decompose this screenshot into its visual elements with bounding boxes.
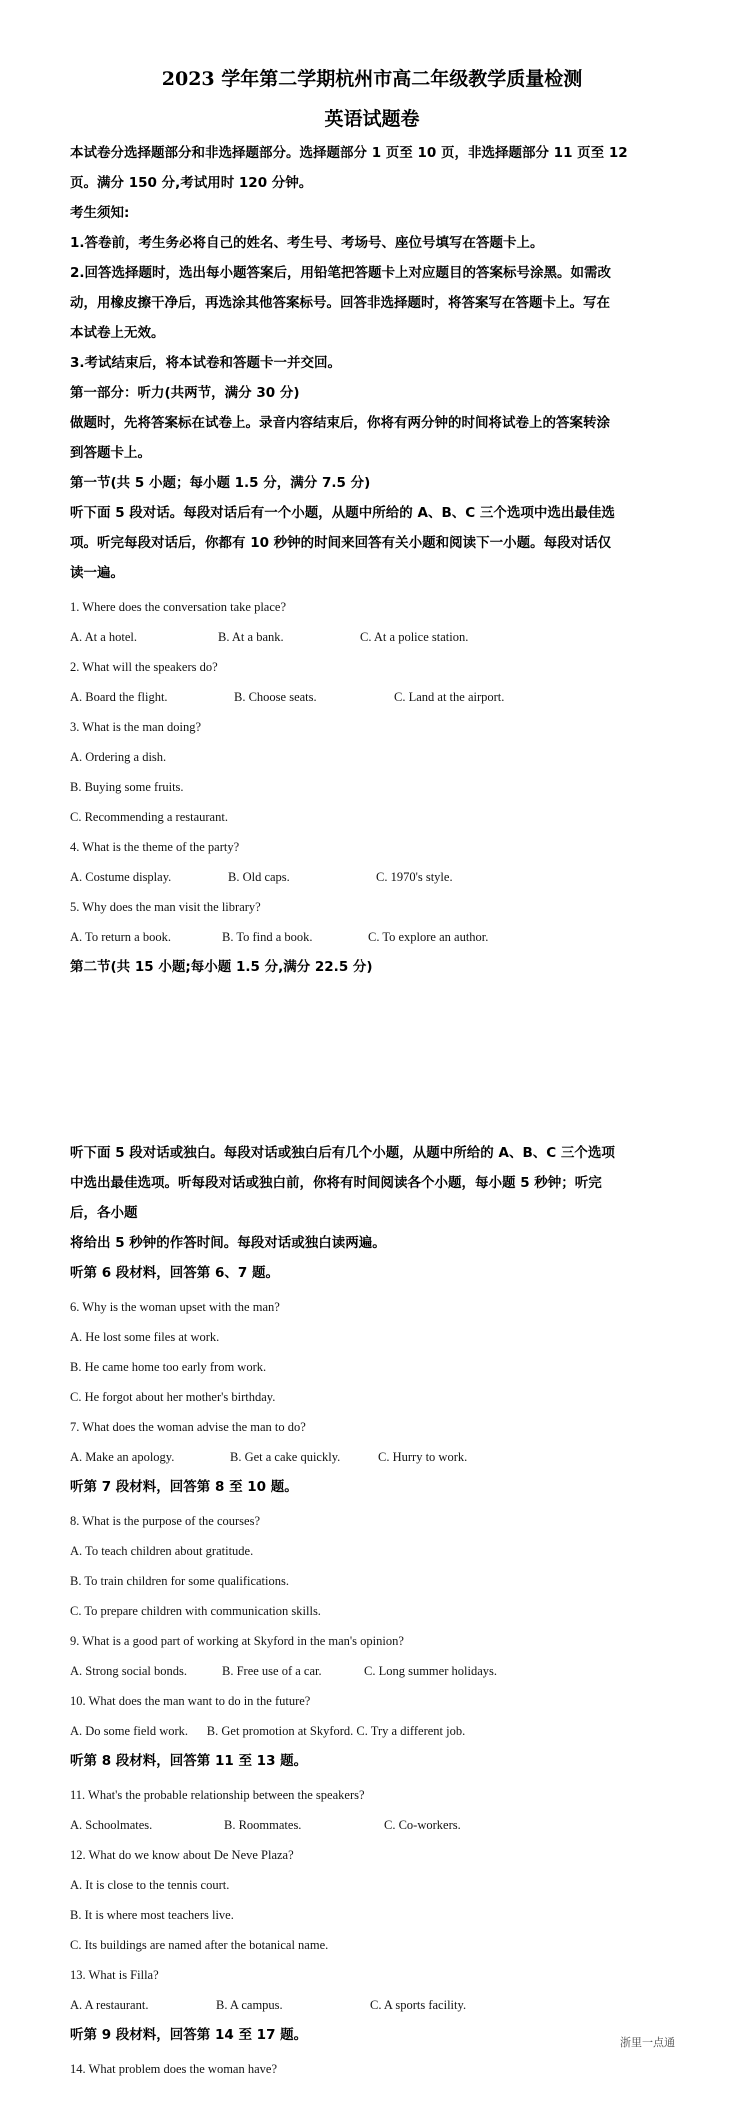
question-7: 7. What does the woman advise the man to do?	[70, 1420, 306, 1434]
section2-instr: 将给出 5 秒钟的作答时间。每段对话或独白读两遍。	[70, 1235, 386, 1251]
question-10: 10. What does the man want to do in the future?	[70, 1694, 311, 1708]
q4-option-b: B. Old caps.	[228, 870, 290, 884]
q11-option-b: B. Roommates.	[224, 1818, 302, 1832]
intro-line: 1.答卷前，考生务必将自己的姓名、考生号、考场号、座位号填写在答题卡上。	[70, 235, 544, 251]
question-2: 2. What will the speakers do?	[70, 660, 218, 674]
q4-option-c: C. 1970's style.	[376, 870, 453, 884]
intro-line: 到答题卡上。	[70, 445, 151, 461]
q6-option-c: C. He forgot about her mother's birthday.	[70, 1390, 276, 1404]
intro-line: 动，用橡皮擦干净后，再选涂其他答案标号。回答非选择题时，将答案写在答题卡上。写在	[70, 295, 610, 311]
material-9-heading: 听第 9 段材料，回答第 14 至 17 题。	[70, 2027, 308, 2043]
intro-line: 3.考试结束后，将本试卷和答题卡一并交回。	[70, 355, 342, 371]
q12-option-a: A. It is close to the tennis court.	[70, 1878, 230, 1892]
q7-option-c: C. Hurry to work.	[378, 1450, 468, 1464]
q1-option-b: B. At a bank.	[218, 630, 284, 644]
section1-instr: 听下面 5 段对话。每段对话后有一个小题，从题中所给的 A、B、C 三个选项中选出最佳选	[70, 505, 615, 521]
section2-instr: 后，各小题	[70, 1205, 138, 1221]
question-8: 8. What is the purpose of the courses?	[70, 1514, 260, 1528]
question-9: 9. What is a good part of working at Skyford in the man's opinion?	[70, 1634, 404, 1648]
q12-option-b: B. It is where most teachers live.	[70, 1908, 234, 1922]
q6-option-b: B. He came home too early from work.	[70, 1360, 267, 1374]
q8-option-c: C. To prepare children with communication skills.	[70, 1604, 321, 1618]
q13-option-b: B. A campus.	[216, 1998, 283, 2012]
q3-option-b: B. Buying some fruits.	[70, 780, 184, 794]
section2-instr: 中选出最佳选项。听每段对话或独白前，你将有时间阅读各个小题，每小题 5 秒钟；听完	[70, 1175, 602, 1191]
q8-option-a: A. To teach children about gratitude.	[70, 1544, 254, 1558]
intro-line: 做题时，先将答案标在试卷上。录音内容结束后，你将有两分钟的时间将试卷上的答案转涂	[70, 415, 610, 431]
intro-line: 考生须知:	[70, 205, 130, 221]
question-1: 1. Where does the conversation take place?	[70, 600, 286, 614]
question-6: 6. Why is the woman upset with the man?	[70, 1300, 280, 1314]
q3-option-a: A. Ordering a dish.	[70, 750, 167, 764]
section1-heading: 第一节(共 5 小题；每小题 1.5 分，满分 7.5 分)	[70, 475, 371, 491]
material-8-heading: 听第 8 段材料，回答第 11 至 13 题。	[70, 1753, 308, 1769]
q5-option-c: C. To explore an author.	[368, 930, 489, 944]
intro-line: 本试卷上无效。	[70, 325, 165, 341]
section2-instr: 听下面 5 段对话或独白。每段对话或独白后有几个小题，从题中所给的 A、B、C 三个选项	[70, 1145, 615, 1161]
q12-option-c: C. Its buildings are named after the botanical name.	[70, 1938, 329, 1952]
q3-option-c: C. Recommending a restaurant.	[70, 810, 228, 824]
question-11: 11. What's the probable relationship between the speakers?	[70, 1788, 365, 1802]
q8-option-b: B. To train children for some qualifications.	[70, 1574, 289, 1588]
intro-line: 本试卷分选择题部分和非选择题部分。选择题部分 1 页至 10 页，非选择题部分 11 页至 12	[70, 145, 628, 161]
q11-option-c: C. Co-workers.	[384, 1818, 461, 1832]
part1-heading: 第一部分：听力(共两节，满分 30 分)	[70, 385, 300, 401]
q7-option-a: A. Make an apology.	[70, 1450, 175, 1464]
q9-option-b: B. Free use of a car.	[222, 1664, 322, 1678]
q5-option-b: B. To find a book.	[222, 930, 313, 944]
q4-option-a: A. Costume display.	[70, 870, 172, 884]
q13-option-a: A. A restaurant.	[70, 1998, 149, 2012]
q9-option-c: C. Long summer holidays.	[364, 1664, 497, 1678]
q2-option-c: C. Land at the airport.	[394, 690, 505, 704]
question-13: 13. What is Filla?	[70, 1968, 159, 1982]
q2-option-a: A. Board the flight.	[70, 690, 168, 704]
q9-option-a: A. Strong social bonds.	[70, 1664, 188, 1678]
q1-option-c: C. At a police station.	[360, 630, 469, 644]
intro-line: 2.回答选择题时，选出每小题答案后，用铅笔把答题卡上对应题目的答案标号涂黑。如需改	[70, 265, 612, 281]
material-6-heading: 听第 6 段材料，回答第 6、7 题。	[70, 1265, 279, 1281]
q7-option-b: B. Get a cake quickly.	[230, 1450, 341, 1464]
question-3: 3. What is the man doing?	[70, 720, 201, 734]
q13-option-c: C. A sports facility.	[370, 1998, 467, 2012]
q5-option-a: A. To return a book.	[70, 930, 171, 944]
q10-options: A. Do some field work. B. Get promotion at Skyford. C. Try a different job.	[70, 1724, 466, 1738]
exam-subtitle: 英语试题卷	[324, 108, 420, 130]
footer-watermark: 浙里一点通	[620, 2036, 675, 2049]
question-5: 5. Why does the man visit the library?	[70, 900, 261, 914]
question-4: 4. What is the theme of the party?	[70, 840, 240, 854]
q6-option-a: A. He lost some files at work.	[70, 1330, 220, 1344]
question-14: 14. What problem does the woman have?	[70, 2062, 278, 2076]
section1-instr: 项。听完每段对话后，你都有 10 秒钟的时间来回答有关小题和阅读下一小题。每段对话仅	[70, 535, 612, 551]
section2-heading: 第二节(共 15 小题;每小题 1.5 分,满分 22.5 分)	[70, 959, 373, 975]
exam-title: 2023 学年第二学期杭州市高二年级教学质量检测	[161, 68, 583, 90]
q2-option-b: B. Choose seats.	[234, 690, 317, 704]
intro-line: 页。满分 150 分,考试用时 120 分钟。	[70, 175, 313, 191]
material-7-heading: 听第 7 段材料，回答第 8 至 10 题。	[70, 1479, 298, 1495]
section1-instr: 读一遍。	[70, 565, 124, 581]
q11-option-a: A. Schoolmates.	[70, 1818, 153, 1832]
question-12: 12. What do we know about De Neve Plaza?	[70, 1848, 294, 1862]
q1-option-a: A. At a hotel.	[70, 630, 138, 644]
